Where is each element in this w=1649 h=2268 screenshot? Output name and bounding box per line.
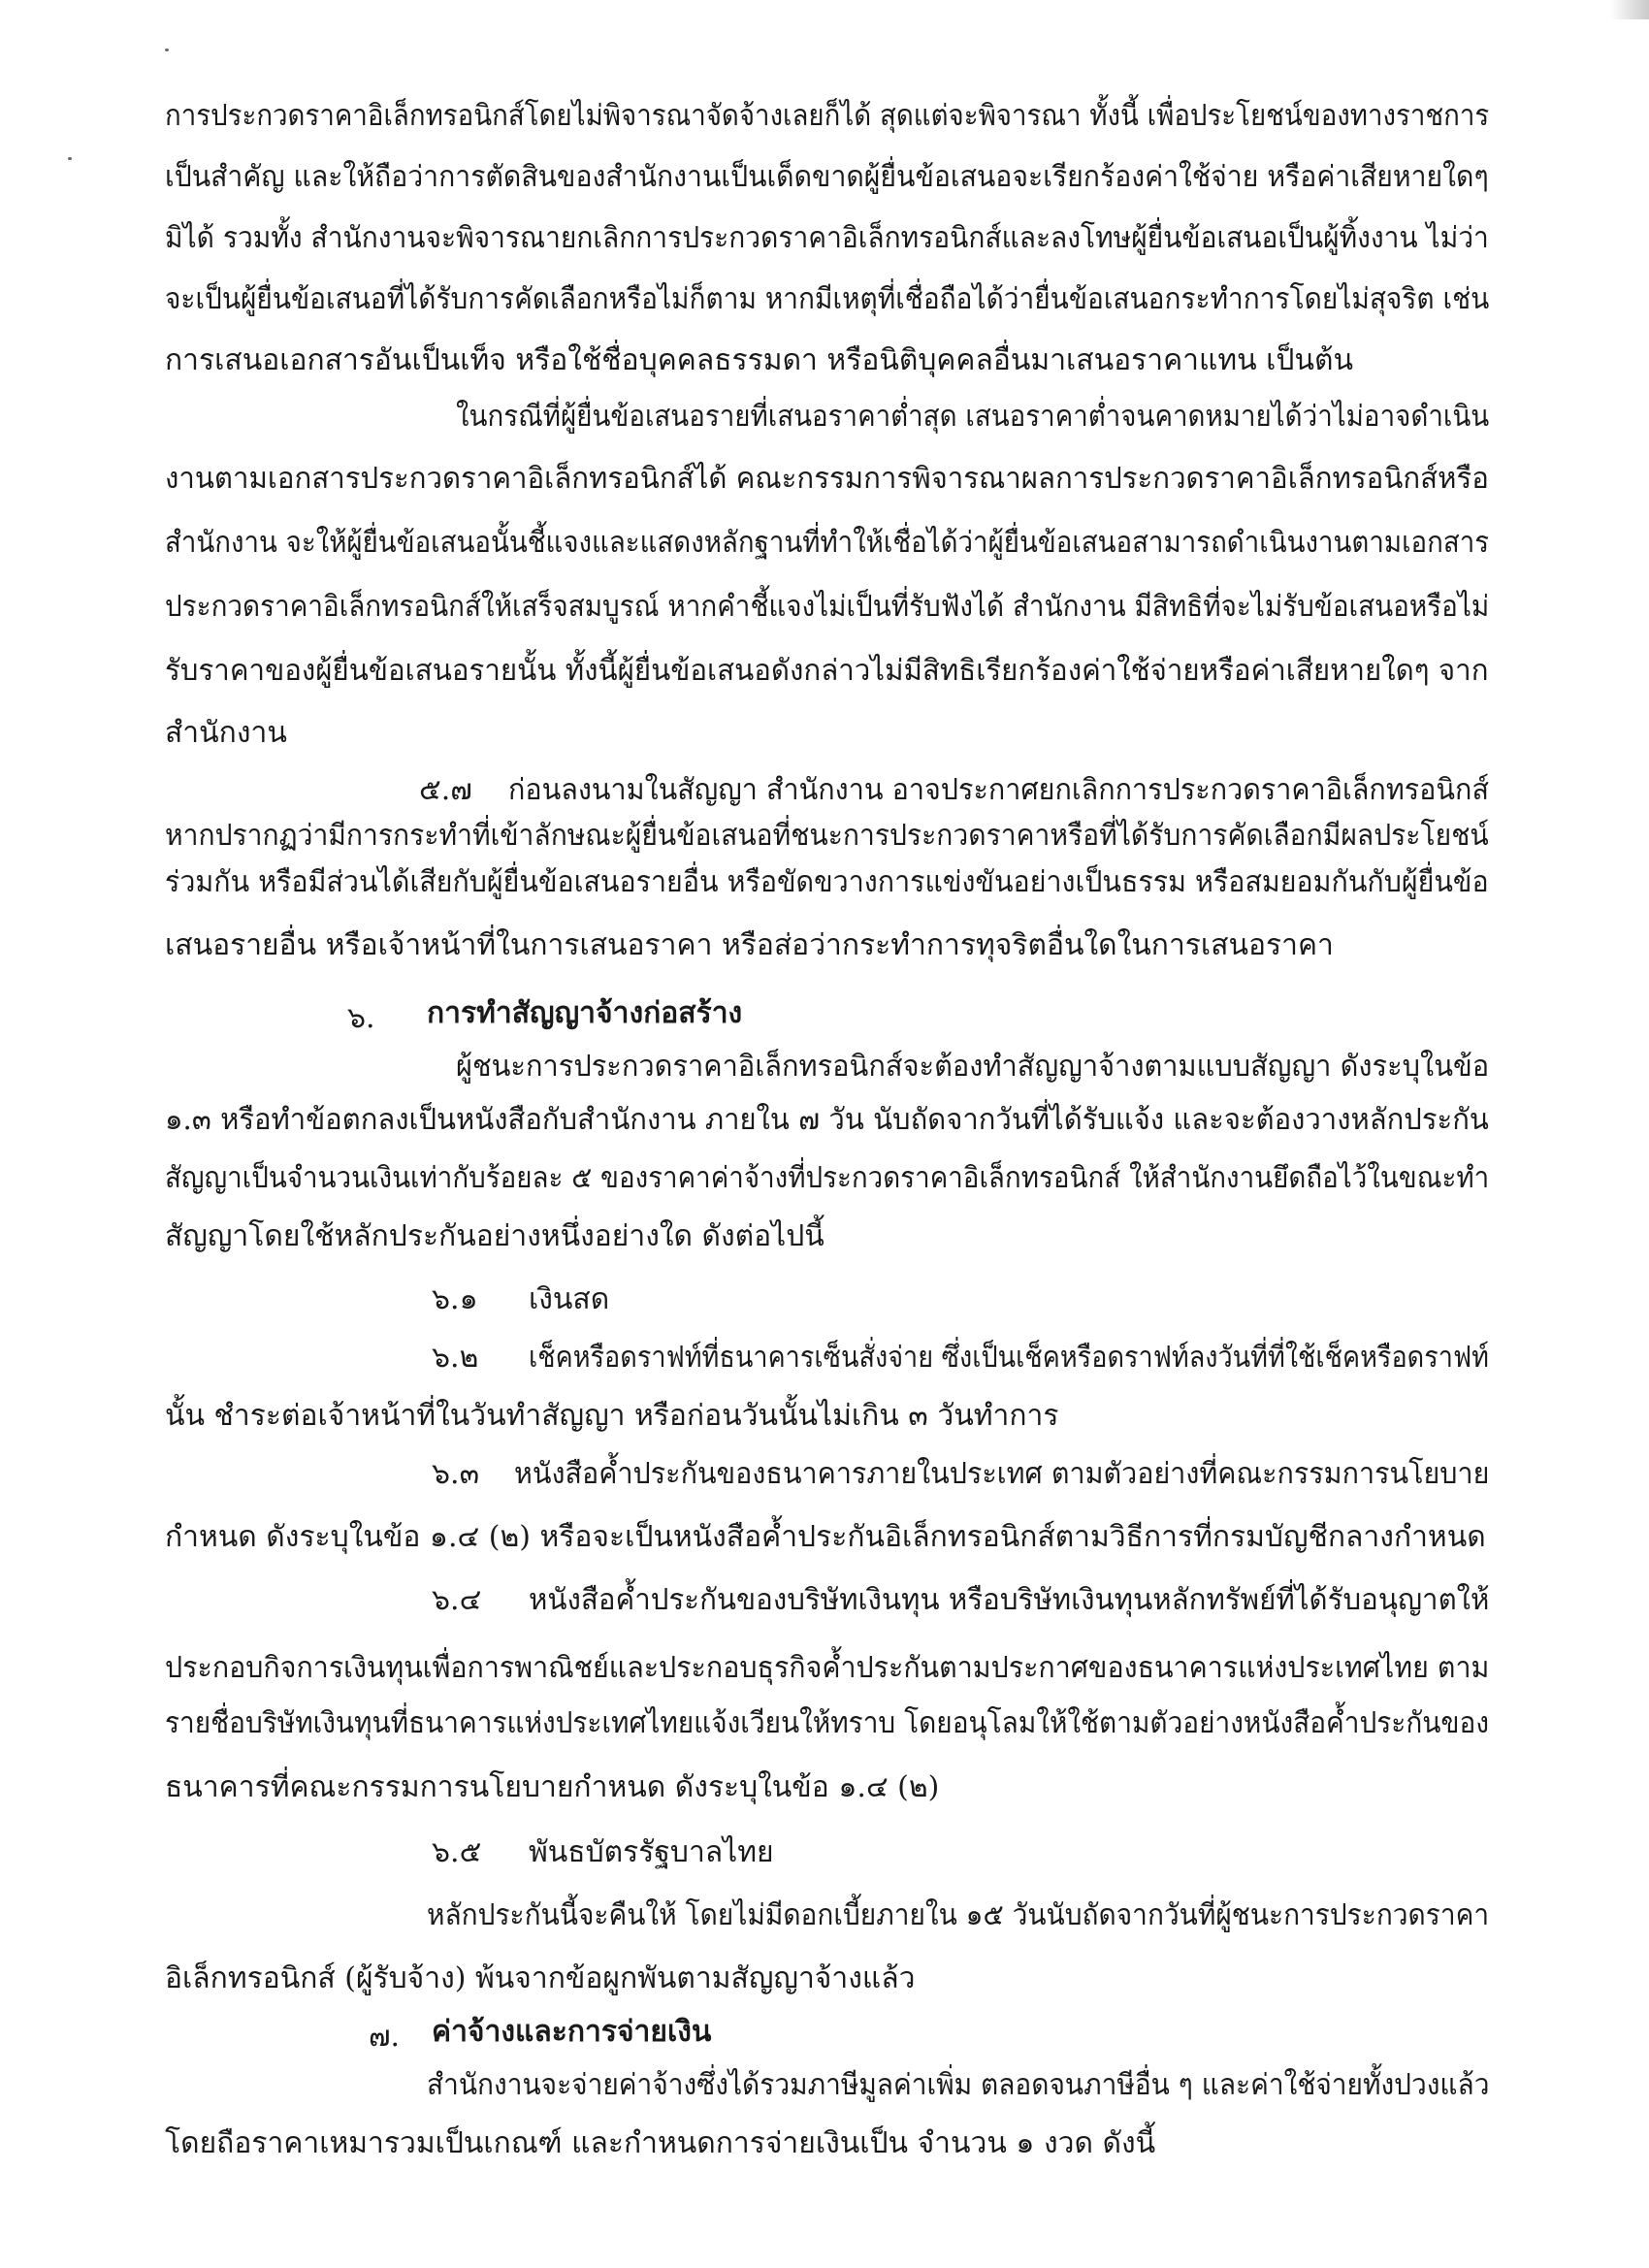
- s65-text: พันธบัตรรัฐบาลไทย: [529, 1835, 774, 1869]
- section-7-number: ๗.: [369, 2020, 401, 2054]
- section-6-number: ๖.: [347, 1001, 375, 1035]
- s7-line-1: สำนักงานจะจ่ายค่าจ้างซึ่งได้รวมภาษีมูลค่าเพิ่ม ตลอดจนภาษีอื่น ๆ และค่าใช้จ่ายทั้งปวงแล้ว: [427, 2068, 1490, 2102]
- s57-line-1: ก่อนลงนามในสัญญา สำนักงาน อาจประกาศยกเลิกการประกวดราคาอิเล็กทรอนิกส์: [508, 773, 1489, 807]
- s57-line-4: เสนอรายอื่น หรือเจ้าหน้าที่ในการเสนอราคา หรือส่อว่ากระทำการทุจริตอื่นใดในการเสนอราคา: [165, 928, 1334, 962]
- s6-line-1: ผู้ชนะการประกวดราคาอิเล็กทรอนิกส์จะต้องทำสัญญาจ้างตามแบบสัญญา ดังระบุในข้อ: [456, 1050, 1490, 1084]
- s64-line-4: ธนาคารที่คณะกรรมการนโยบายกำหนด ดังระบุในข้อ ๑.๔ (๒): [165, 1770, 940, 1804]
- section-5-7-number: ๕.๗: [419, 773, 472, 807]
- s63-line-1: หนังสือค้ำประกันของธนาคารภายในประเทศ ตามตัวอย่างที่คณะกรรมการนโยบาย: [514, 1457, 1490, 1491]
- section-6-3-number: ๖.๓: [432, 1457, 480, 1491]
- p2-line-4: ประกวดราคาอิเล็กทรอนิกส์ให้เสร็จสมบูรณ์ หากคำชี้แจงไม่เป็นที่รับฟังได้ สำนักงาน มีสิทธิที่จะไม่รับข้อเสนอหรือไม่: [165, 590, 1490, 624]
- p2-line-5: รับราคาของผู้ยื่นข้อเสนอรายนั้น ทั้งนี้ผู้ยื่นข้อเสนอดังกล่าวไม่มีสิทธิเรียกร้องค่าใช้จ่ายหรือค่าเสียหายใดๆ จาก: [165, 654, 1489, 688]
- s6-line-2: ๑.๓ หรือทำข้อตกลงเป็นหนังสือกับสำนักงาน ภายใน ๗ วัน นับถัดจากวันที่ได้รับแจ้ง และจะต้องวางหลักประกัน: [165, 1103, 1489, 1137]
- scan-speck: [68, 157, 72, 160]
- p1-line-1: การประกวดราคาอิเล็กทรอนิกส์โดยไม่พิจารณาจัดจ้างเลยก็ได้ สุดแต่จะพิจารณา ทั้งนี้ เพื่อประโยชน์ของทางราชการ: [165, 99, 1490, 133]
- return-line-1: หลักประกันนี้จะคืนให้ โดยไม่มีดอกเบี้ยภายใน ๑๕ วันนับถัดจากวันที่ผู้ชนะการประกวดราคา: [427, 1898, 1490, 1932]
- section-7-title: ค่าจ้างและการจ่ายเงิน: [432, 2015, 712, 2049]
- scan-speck: [165, 49, 169, 51]
- p1-line-3: มิได้ รวมทั้ง สำนักงานจะพิจารณายกเลิกการประกวดราคาอิเล็กทรอนิกส์และลงโทษผู้ยื่นข้อเสนอเป็นผู้ทิ้งงาน ไม่ว่า: [165, 221, 1489, 255]
- s62-line-2: นั้น ชำระต่อเจ้าหน้าที่ในวันทำสัญญา หรือก่อนวันนั้นไม่เกิน ๓ วันทำการ: [165, 1399, 1059, 1433]
- p2-line-1: ในกรณีที่ผู้ยื่นข้อเสนอรายที่เสนอราคาต่ำสุด เสนอราคาต่ำจนคาดหมายได้ว่าไม่อาจดำเนิน: [456, 400, 1490, 434]
- p2-line-3: สำนักงาน จะให้ผู้ยื่นข้อเสนอนั้นชี้แจงและแสดงหลักฐานที่ทำให้เชื่อได้ว่าผู้ยื่นข้อเสนอสามารถดำเนินงานตามเอกสาร: [165, 526, 1490, 560]
- section-6-5-number: ๖.๕: [432, 1835, 482, 1869]
- s63-line-2: กำหนด ดังระบุในข้อ ๑.๔ (๒) หรือจะเป็นหนังสือค้ำประกันอิเล็กทรอนิกส์ตามวิธีการที่กรมบัญชีกลางกำหนด: [165, 1520, 1486, 1554]
- s62-line-1: เช็คหรือดราฟท์ที่ธนาคารเซ็นสั่งจ่าย ซึ่งเป็นเช็คหรือดราฟท์ลงวันที่ที่ใช้เช็คหรือดราฟท์: [529, 1341, 1489, 1375]
- s64-line-1: หนังสือค้ำประกันของบริษัทเงินทุน หรือบริษัทเงินทุนหลักทรัพย์ที่ได้รับอนุญาตให้: [529, 1583, 1490, 1617]
- p1-line-2: เป็นสำคัญ และให้ถือว่าการตัดสินของสำนักงานเป็นเด็ดขาดผู้ยื่นข้อเสนอจะเรียกร้องค่าใช้จ่าย หรือค่าเสียหายใดๆ: [165, 160, 1489, 194]
- s64-line-3: รายชื่อบริษัทเงินทุนที่ธนาคารแห่งประเทศไทยแจ้งเวียนให้ทราบ โดยอนุโลมให้ใช้ตามตัวอย่างหนังสือค้ำประกันของ: [165, 1706, 1490, 1740]
- s57-line-2: หากปรากฏว่ามีการกระทำที่เข้าลักษณะผู้ยื่นข้อเสนอที่ชนะการประกวดราคาหรือที่ได้รับการคัดเลือกมีผลประโยชน์: [165, 819, 1489, 853]
- section-6-1-number: ๖.๑: [432, 1282, 478, 1316]
- section-6-4-number: ๖.๔: [432, 1583, 482, 1617]
- return-line-2: อิเล็กทรอนิกส์ (ผู้รับจ้าง) พ้นจากข้อผูกพันตามสัญญาจ้างแล้ว: [165, 1961, 916, 1995]
- p2-line-6: สำนักงาน: [165, 716, 287, 750]
- p1-line-4: จะเป็นผู้ยื่นข้อเสนอที่ได้รับการคัดเลือกหรือไม่ก็ตาม หากมีเหตุที่เชื่อถือได้ว่ายื่นข้อเสนอกระทำการโดยไม่สุจริต เช่น: [165, 282, 1490, 316]
- scan-edge: [1610, 0, 1649, 19]
- section-6-2-number: ๖.๒: [432, 1341, 479, 1375]
- s61-text: เงินสด: [529, 1282, 610, 1316]
- p2-line-2: งานตามเอกสารประกวดราคาอิเล็กทรอนิกส์ได้ คณะกรรมการพิจารณาผลการประกวดราคาอิเล็กทรอนิกส์หรือ: [165, 462, 1489, 496]
- s6-line-3: สัญญาเป็นจำนวนเงินเท่ากับร้อยละ ๕ ของราคาค่าจ้างที่ประกวดราคาอิเล็กทรอนิกส์ ให้สำนักงานยึดถือไว้ในขณะทำ: [165, 1161, 1490, 1195]
- section-6-title: การทำสัญญาจ้างก่อสร้าง: [427, 996, 743, 1030]
- s7-line-2: โดยถือราคาเหมารวมเป็นเกณฑ์ และกำหนดการจ่ายเงินเป็น จำนวน ๑ งวด ดังนี้: [165, 2126, 1156, 2160]
- s6-line-4: สัญญาโดยใช้หลักประกันอย่างหนึ่งอย่างใด ดังต่อไปนี้: [165, 1219, 824, 1253]
- s57-line-3: ร่วมกัน หรือมีส่วนได้เสียกับผู้ยื่นข้อเสนอรายอื่น หรือขัดขวางการแข่งขันอย่างเป็นธรรม หรือสมยอมกันกับผู้ยื่นข้อ: [165, 865, 1489, 899]
- s64-line-2: ประกอบกิจการเงินทุนเพื่อการพาณิชย์และประกอบธุรกิจค้ำประกันตามประกาศของธนาคารแห่งประเทศไทย ตาม: [165, 1651, 1490, 1685]
- p1-line-5: การเสนอเอกสารอันเป็นเท็จ หรือใช้ชื่อบุคคลธรรมดา หรือนิติบุคคลอื่นมาเสนอราคาแทน เป็นต้น: [165, 343, 1353, 377]
